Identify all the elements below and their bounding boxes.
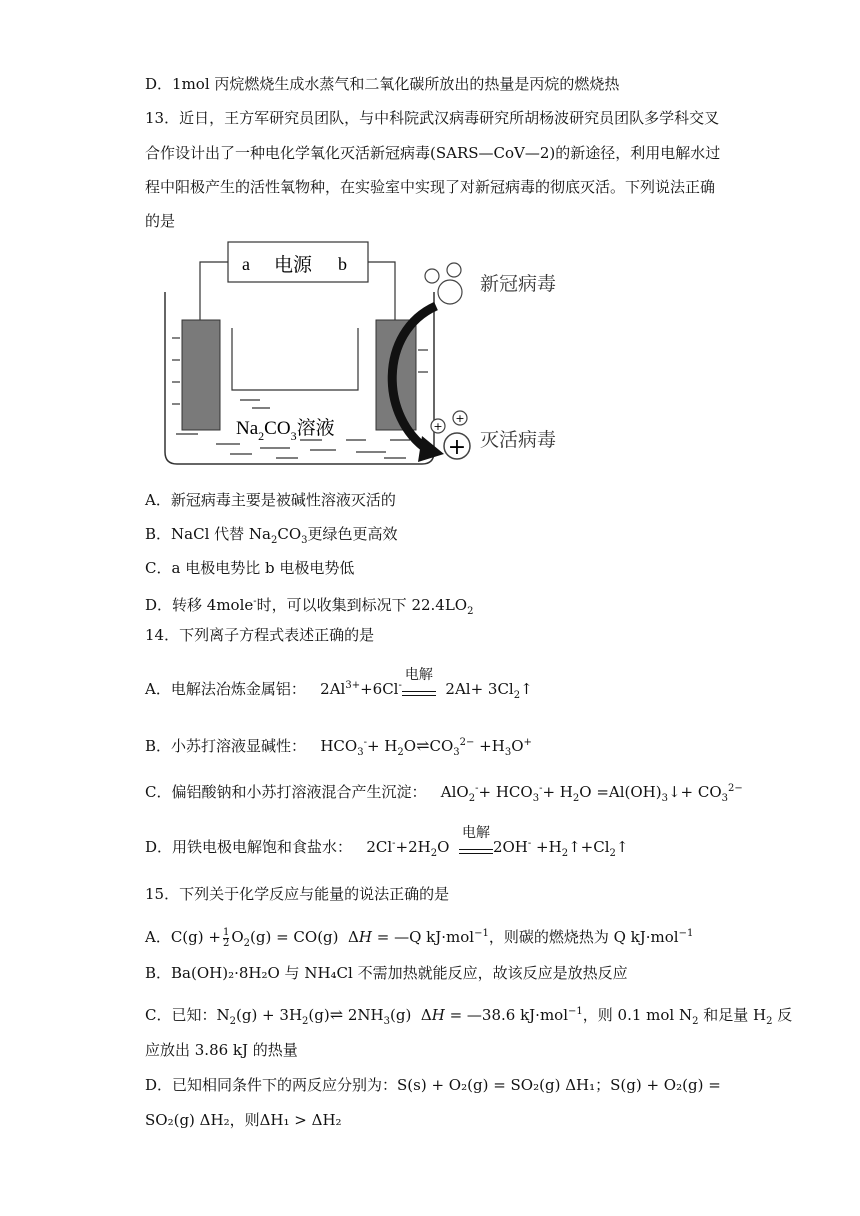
svg-text:Na2CO3溶液 (236, 417, 335, 443)
q15-option-d-line2: SO₂(g) ΔH₂，则ΔH₁ > ΔH₂ (145, 1111, 342, 1129)
q15-option-d-line1: D．已知相同条件下的两反应分别为：S(s) + O₂(g) = SO₂(g) ΔH₁；S(g) + O₂(g) = (145, 1076, 721, 1094)
plus-sign-icon: + (447, 435, 467, 460)
q13-stem-line4: 的是 (145, 212, 176, 230)
q13-option-b: B．NaCl 代替 $Na_2CO_3$更绿色更高效 (145, 525, 398, 546)
q14-option-c: C．偏铝酸钠和小苏打溶液混合产生沉淀： $AlO_2^-+ HCO_3^-+ H_2O$ $=Al(OH)_3↓+ CO_3^{2-}$ (145, 783, 743, 804)
q13-option-c: C．a 电极电势比 b 电极电势低 (145, 559, 355, 577)
q12-option-d: D．1mol 丙烷燃烧生成水蒸气和二氧化碳所放出的热量是丙烷的燃烧热 (145, 75, 620, 93)
q14-option-d: D．用铁电极电解饱和食盐水： $2Cl^-+2H_2O$ 电解 $2OH^- +H_2↑+Cl_2↑$ (145, 824, 629, 859)
virus-label: 新冠病毒 (480, 273, 557, 295)
wire-right (368, 262, 395, 320)
electrolysis-cell-diagram (160, 240, 580, 468)
solution-co: CO (264, 418, 291, 439)
left-electrode (182, 320, 220, 430)
inactivated-label: 灭活病毒 (480, 429, 557, 451)
q15-option-a: A．C(g) + $\frac{1}{2}$ $O_2(g) = CO(g) \Delta H$ = —Q kJ·mol$^{-1}$，则碳的燃烧热为 Q kJ·mol$^{-1}$ (145, 926, 694, 949)
power-label-b: b (338, 254, 347, 274)
q15-option-c: C．已知：$N_2(g)$ + $3H_2(g)\rightleftharpoons$ $2NH_3(g) \Delta H$ = —38.6 kJ·mol$^{-1}$，则 0.1 mol $N_2$ 和足量 $H_2$ 反 (145, 1005, 793, 1027)
q15-stem: 15．下列关于化学反应与能量的说法正确的是 (145, 885, 450, 903)
q13-stem-line3: 程中阳极产生的活性氧物种，在实验室中实现了对新冠病毒的彻底灭活。下列说法正确 (145, 178, 716, 196)
q14-option-b: B．小苏打溶液显碱性： $HCO_3^-+$ $H_2O\rightleftharpoons CO_3^{2-} +H_3O^+$ (145, 736, 532, 758)
solution-sub2: 2 (258, 429, 265, 443)
q14-stem: 14．下列离子方程式表述正确的是 (145, 626, 375, 644)
membrane-cavity (232, 328, 358, 390)
wire-left (200, 262, 228, 320)
arrow-head-icon (418, 436, 444, 462)
solution-text: 溶液 (296, 417, 335, 439)
power-label-mid: 电源 (274, 254, 313, 276)
q13-option-d: D．转移 4mole-时，可以收集到标况下 $22.4LO_2$ (145, 596, 474, 617)
q15-option-c-line2: 应放出 3.86 kJ 的热量 (145, 1041, 298, 1059)
power-label-a: a (242, 254, 250, 274)
plus-sign-icon: + (433, 420, 443, 433)
q15-option-b: B．Ba(OH)₂·8H₂O 与 NH₄Cl 不需加热就能反应，故该反应是放热反应 (145, 964, 628, 982)
electrolysis-label: 电解 (461, 824, 490, 841)
solution-na: Na (236, 418, 259, 439)
q13-stem-line2: 合作设计出了一种电化学氧化灭活新冠病毒(SARS—CoV—2)的新途径，利用电解水过 (145, 144, 721, 162)
electrolysis-label: 电解 (404, 666, 433, 683)
q14-option-a: A．电解法冶炼金属铝： $2Al^{3+}+6Cl^-$ 电解 $2Al+ 3Cl_2↑$ (145, 666, 533, 701)
q13-stem-line1: 13．近日，王方军研究员团队，与中科院武汉病毒研究所胡杨波研究员团队多学科交叉 (145, 109, 720, 127)
virus-icon (438, 280, 462, 304)
solution-sub3: 3 (290, 429, 297, 443)
plus-sign-icon: + (455, 412, 465, 425)
q13-option-a: A．新冠病毒主要是被碱性溶液灭活的 (145, 491, 396, 509)
virus-icon (447, 263, 461, 277)
virus-icon (425, 269, 439, 283)
